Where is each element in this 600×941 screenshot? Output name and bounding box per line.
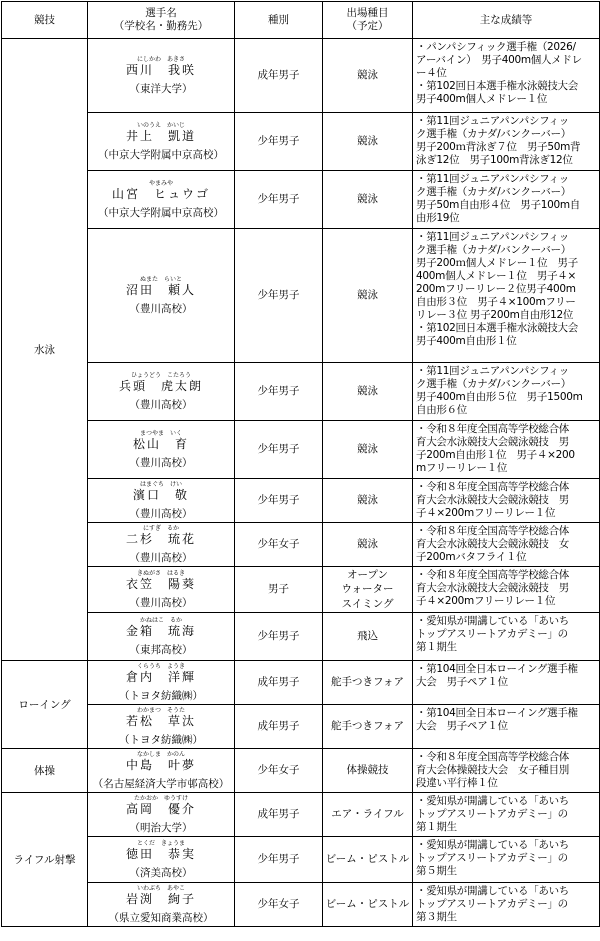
- event-cell: [323, 363, 413, 421]
- event-line: 舵手つきフォア: [331, 720, 404, 733]
- achievement-line: トップアスリートアカデミー」の: [416, 808, 568, 820]
- athlete-affiliation: （中京大学附属中京高校）: [98, 206, 224, 219]
- event-cell: [323, 705, 413, 749]
- achievements-cell: [413, 837, 600, 883]
- achievement-line: 400m個人メドレー１位 男子４×: [416, 270, 576, 282]
- event-line: 競泳: [357, 69, 378, 82]
- achievement-line: ・愛知県が開講している「あいち: [416, 885, 569, 897]
- header-sport: 競技: [2, 2, 88, 39]
- achievement-line: 育大会水泳競技大会競泳競技 女: [416, 538, 569, 550]
- achievement-line: ・愛知県が開講している「あいち: [416, 839, 569, 851]
- athlete-name: 井上 凱道: [125, 128, 196, 143]
- athlete-row: [2, 705, 600, 749]
- athlete-furigana: たかおか ゆうすけ: [133, 794, 188, 802]
- athlete-row: [2, 567, 600, 613]
- athlete-name-cell: [88, 229, 235, 363]
- event-line: 競泳: [357, 289, 378, 302]
- category-cell: 成年男子: [235, 661, 323, 705]
- athlete-row: [2, 613, 600, 661]
- achievement-line: 男子400m自由形５位 男子1500m: [416, 391, 583, 403]
- athlete-row: [2, 229, 600, 363]
- event-line: 競泳: [357, 135, 378, 148]
- athlete-name: 岩渕 絢子: [125, 891, 196, 906]
- achievement-line: 大会 男子ペア１位: [416, 720, 508, 732]
- athlete-affiliation: （豊川高校）: [129, 551, 193, 564]
- achievements-cell: [413, 229, 600, 363]
- achievement-line: 第３期生: [416, 911, 457, 923]
- category-cell: 少年男子: [235, 479, 323, 523]
- achievement-line: 第１期生: [416, 821, 457, 833]
- athlete-furigana: きぬがさ はるき: [136, 569, 185, 577]
- achievement-line: 男子200ｍ背泳ぎ７位 男子50m背: [416, 141, 581, 153]
- category-cell: 少年女子: [235, 749, 323, 793]
- athlete-affiliation: （トヨタ紡織㈱）: [119, 689, 203, 702]
- achievements-cell: [413, 749, 600, 793]
- header-event-line2: （予定）: [346, 20, 389, 32]
- athlete-row: [2, 523, 600, 567]
- achievement-line: ・パンパシフィック選手権（2026/: [416, 41, 576, 53]
- achievement-line: ・第102回日本選手権水泳競技大会: [416, 322, 578, 334]
- achievements-cell: [413, 705, 600, 749]
- event-cell: [323, 837, 413, 883]
- achievements-cell: [413, 363, 600, 421]
- header-category: 種別: [235, 2, 323, 39]
- achievement-line: ・第104回全日本ローイング選手権: [416, 707, 578, 719]
- athlete-name: 濱口 敬: [132, 487, 189, 502]
- event-cell: [323, 421, 413, 479]
- event-line: 競泳: [357, 494, 378, 507]
- achievement-line: ・令和８年度全国高等学校総合体: [416, 423, 569, 435]
- event-line: エア・ライフル: [331, 808, 404, 821]
- athlete-name-cell: [88, 171, 235, 229]
- athlete-row: [2, 837, 600, 883]
- athlete-furigana: はまぐち けい: [139, 480, 182, 488]
- athlete-name-cell: [88, 113, 235, 171]
- event-line: ウォーター: [341, 583, 394, 596]
- athlete-furigana: にしかわ あきさ: [136, 55, 185, 63]
- category-cell: 成年男子: [235, 793, 323, 837]
- achievement-line: ・愛知県が開講している「あいち: [416, 615, 569, 627]
- athlete-furigana: いわぶち あやこ: [136, 884, 185, 892]
- achievement-line: トップアスリートアカデミー」の: [416, 852, 568, 864]
- athlete-row: [2, 113, 600, 171]
- athlete-name: 徳田 恭実: [125, 846, 196, 861]
- event-line: 競泳: [357, 385, 378, 398]
- athlete-row: [2, 479, 600, 523]
- category-cell: 成年男子: [235, 705, 323, 749]
- achievement-line: 子４×200mフリーリレー１位: [416, 507, 556, 519]
- event-cell: [323, 113, 413, 171]
- athlete-furigana: かねはこ るか: [139, 616, 182, 624]
- category-cell: 少年男子: [235, 363, 323, 421]
- athlete-furigana: ひょうどう こたろう: [130, 371, 191, 379]
- achievement-line: 子200m自由形１位 男子４×200: [416, 449, 575, 461]
- athlete-name-cell: [88, 421, 235, 479]
- achievements-cell: [413, 171, 600, 229]
- achievement-line: ・令和８年度全国高等学校総合体: [416, 525, 569, 537]
- achievement-line: リレー３位 男子200m自由形12位: [416, 309, 574, 321]
- achievement-line: 由形19位: [416, 212, 460, 224]
- athlete-affiliation: （済美高校）: [129, 866, 193, 879]
- achievement-line: 子200mバタフライ１位: [416, 551, 527, 563]
- athlete-furigana: とくだ きょうま: [136, 839, 185, 847]
- achievement-line: 育大会水泳競技大会競泳競技 男: [416, 582, 569, 594]
- sport-cell: ローイング: [2, 661, 88, 749]
- athlete-name: 西川 我咲: [125, 62, 196, 77]
- achievement-line: 200mフリーリレー２位男子400m: [416, 283, 576, 295]
- athlete-affiliation: （名古屋経済大学市邨高校）: [92, 777, 230, 790]
- event-cell: [323, 661, 413, 705]
- sport-cell: 水泳: [2, 39, 88, 661]
- achievement-line: トップアスリートアカデミー」の: [416, 628, 568, 640]
- athlete-affiliation: （豊川高校）: [129, 456, 193, 469]
- achievements-cell: [413, 661, 600, 705]
- athlete-row: [2, 883, 600, 927]
- achievement-line: 育大会水泳競技大会競泳競技 男: [416, 494, 569, 506]
- header-event: [323, 2, 413, 39]
- achievement-line: ク選手権（カナダ/バンクーバー）: [416, 128, 571, 140]
- event-cell: [323, 479, 413, 523]
- category-cell: 男子: [235, 567, 323, 613]
- event-cell: [323, 613, 413, 661]
- athlete-furigana: まつやま いく: [139, 429, 182, 437]
- athlete-name: 沼田 頼人: [125, 282, 196, 297]
- achievement-line: ク選手権（カナダ/バンクーバー）: [416, 244, 571, 256]
- achievement-line: ・令和８年度全国高等学校総合体: [416, 751, 569, 763]
- achievement-line: ・第11回ジュニアパンパシフィッ: [416, 173, 569, 185]
- category-cell: 少年女子: [235, 883, 323, 927]
- achievement-line: 第１期生: [416, 641, 457, 653]
- event-line: ビーム・ピストル: [325, 853, 410, 866]
- athlete-name-cell: [88, 705, 235, 749]
- category-cell: 成年男子: [235, 39, 323, 113]
- category-cell: 少年男子: [235, 171, 323, 229]
- event-cell: [323, 883, 413, 927]
- achievement-line: トップアスリートアカデミー」の: [416, 898, 568, 910]
- athlete-furigana: ぬまた らいと: [139, 275, 182, 283]
- event-line: 舵手つきフォア: [331, 676, 404, 689]
- achievement-line: 子４×200mフリーリレー１位: [416, 595, 556, 607]
- header-name-line2: （学校名・勤務先）: [113, 20, 209, 32]
- athlete-name-cell: [88, 479, 235, 523]
- athlete-name: 若松 草汰: [125, 713, 196, 728]
- athlete-row: [2, 749, 600, 793]
- achievement-line: 男子200ｍ個人メドレー１位 男子: [416, 257, 578, 269]
- athlete-affiliation: （県立愛知商業高校）: [108, 911, 214, 924]
- athlete-name-cell: [88, 793, 235, 837]
- athletes-table: [1, 1, 600, 927]
- athlete-furigana: わかまつ そうた: [136, 706, 185, 714]
- achievement-line: 男子400m個人メドレー１位: [416, 93, 548, 105]
- header-row: [2, 2, 600, 39]
- athlete-name-cell: [88, 613, 235, 661]
- achievement-line: ク選手権（カナダ/バンクーバー）: [416, 186, 571, 198]
- achievement-line: ・令和８年度全国高等学校総合体: [416, 569, 569, 581]
- athlete-name-cell: [88, 661, 235, 705]
- event-cell: [323, 749, 413, 793]
- event-cell: [323, 39, 413, 113]
- event-line: スイミング: [341, 597, 394, 610]
- event-line: オープン: [346, 569, 389, 582]
- category-cell: 少年男子: [235, 113, 323, 171]
- achievement-line: 男子50m自由形４位 男子100m自: [416, 199, 580, 211]
- achievement-line: 男子400m自由形１位: [416, 335, 517, 347]
- athlete-row: [2, 661, 600, 705]
- athlete-affiliation: （豊川高校）: [129, 398, 193, 411]
- event-line: 競泳: [357, 193, 378, 206]
- athlete-name: 山宮 ヒュウゴ: [111, 186, 210, 201]
- achievement-line: ・第11回ジュニアパンパシフィッ: [416, 365, 569, 377]
- category-cell: 少年男子: [235, 613, 323, 661]
- athlete-row: [2, 39, 600, 113]
- athlete-name-cell: [88, 837, 235, 883]
- athlete-name-cell: [88, 749, 235, 793]
- category-cell: 少年男子: [235, 421, 323, 479]
- achievements-cell: [413, 479, 600, 523]
- event-cell: [323, 793, 413, 837]
- achievements-cell: [413, 523, 600, 567]
- athlete-name: 兵頭 虎太朗: [118, 378, 203, 393]
- event-cell: [323, 229, 413, 363]
- event-line: 競泳: [357, 443, 378, 456]
- achievements-cell: [413, 567, 600, 613]
- achievement-line: 段違い平行棒１位: [416, 777, 498, 789]
- athlete-name: 倉内 洋輝: [125, 669, 196, 684]
- achievement-line: ク選手権（カナダ/バンクーバー）: [416, 378, 571, 390]
- athlete-name: 二杉 琉花: [125, 531, 196, 546]
- event-line: ビーム・ピストル: [325, 898, 410, 911]
- category-cell: 少年女子: [235, 523, 323, 567]
- achievement-line: ・第102回日本選手権水泳競技大会: [416, 80, 578, 92]
- achievement-line: ・第11回ジュニアパンパシフィッ: [416, 115, 569, 127]
- athlete-affiliation: （明治大学）: [129, 821, 193, 834]
- athlete-row: [2, 421, 600, 479]
- achievement-line: ・愛知県が開講している「あいち: [416, 795, 569, 807]
- athlete-name: 松山 育: [132, 436, 189, 451]
- header-name: [88, 2, 235, 39]
- sport-cell: 体操: [2, 749, 88, 793]
- athlete-affiliation: （中京大学附属中京高校）: [98, 148, 224, 161]
- achievements-cell: [413, 613, 600, 661]
- header-name-line1: 選手名: [145, 7, 177, 20]
- athlete-affiliation: （東洋大学）: [129, 82, 193, 95]
- athlete-furigana: くらうち ようき: [136, 662, 185, 670]
- athlete-furigana: やまみや: [148, 179, 173, 187]
- athlete-name-cell: [88, 523, 235, 567]
- achievement-line: アーバイン） 男子400m個人メドレ: [416, 54, 582, 66]
- athlete-furigana: いのうえ かいじ: [136, 121, 185, 129]
- achievement-line: ー４位: [416, 67, 447, 79]
- achievement-line: 育大会水泳競技大会競泳競技 男: [416, 436, 569, 448]
- athlete-row: [2, 171, 600, 229]
- achievements-cell: [413, 113, 600, 171]
- athlete-name: 高岡 優介: [125, 801, 196, 816]
- athlete-name: 衣笠 陽葵: [125, 576, 196, 591]
- header-achievements: 主な成績等: [413, 2, 600, 39]
- athlete-name-cell: [88, 883, 235, 927]
- athlete-name: 金箱 琉海: [125, 623, 196, 638]
- athlete-name-cell: [88, 567, 235, 613]
- achievement-line: 第５期生: [416, 865, 457, 877]
- achievements-cell: [413, 39, 600, 113]
- achievement-line: ・令和８年度全国高等学校総合体: [416, 481, 569, 493]
- header-event-line1: 出場種目: [346, 7, 389, 20]
- sport-cell: ライフル射撃: [2, 793, 88, 927]
- achievement-line: 自由形３位 男子４×100mフリー: [416, 296, 576, 308]
- achievement-line: 泳ぎ12位 男子100m背泳ぎ12位: [416, 154, 573, 166]
- athlete-affiliation: （豊川高校）: [129, 302, 193, 315]
- category-cell: 少年男子: [235, 229, 323, 363]
- event-cell: [323, 567, 413, 613]
- achievement-line: ・第104回全日本ローイング選手権: [416, 663, 578, 675]
- achievement-line: 自由形６位: [416, 404, 467, 416]
- category-cell: 少年男子: [235, 837, 323, 883]
- event-line: 飛込: [357, 630, 378, 643]
- athlete-affiliation: （豊川高校）: [129, 507, 193, 520]
- athlete-affiliation: （東邦高校）: [129, 643, 193, 656]
- athlete-furigana: なかしま かのん: [136, 750, 185, 758]
- athlete-row: [2, 793, 600, 837]
- achievements-cell: [413, 793, 600, 837]
- achievement-line: mフリーリレー１位: [416, 462, 508, 474]
- athlete-name-cell: [88, 363, 235, 421]
- athlete-name-cell: [88, 39, 235, 113]
- event-cell: [323, 171, 413, 229]
- athlete-row: [2, 363, 600, 421]
- achievements-cell: [413, 421, 600, 479]
- athlete-furigana: にすぎ るか: [142, 524, 179, 532]
- athlete-affiliation: （豊川高校）: [129, 596, 193, 609]
- event-line: 競泳: [357, 538, 378, 551]
- event-line: 体操競技: [346, 764, 389, 777]
- achievement-line: 大会 男子ペア１位: [416, 676, 508, 688]
- achievement-line: ・第11回ジュニアパンパシフィッ: [416, 231, 569, 243]
- athlete-affiliation: （トヨタ紡織㈱）: [119, 733, 203, 746]
- event-cell: [323, 523, 413, 567]
- achievement-line: 育大会体操競技大会 女子種目別: [416, 764, 569, 776]
- athlete-name: 中島 叶夢: [125, 757, 196, 772]
- achievements-cell: [413, 883, 600, 927]
